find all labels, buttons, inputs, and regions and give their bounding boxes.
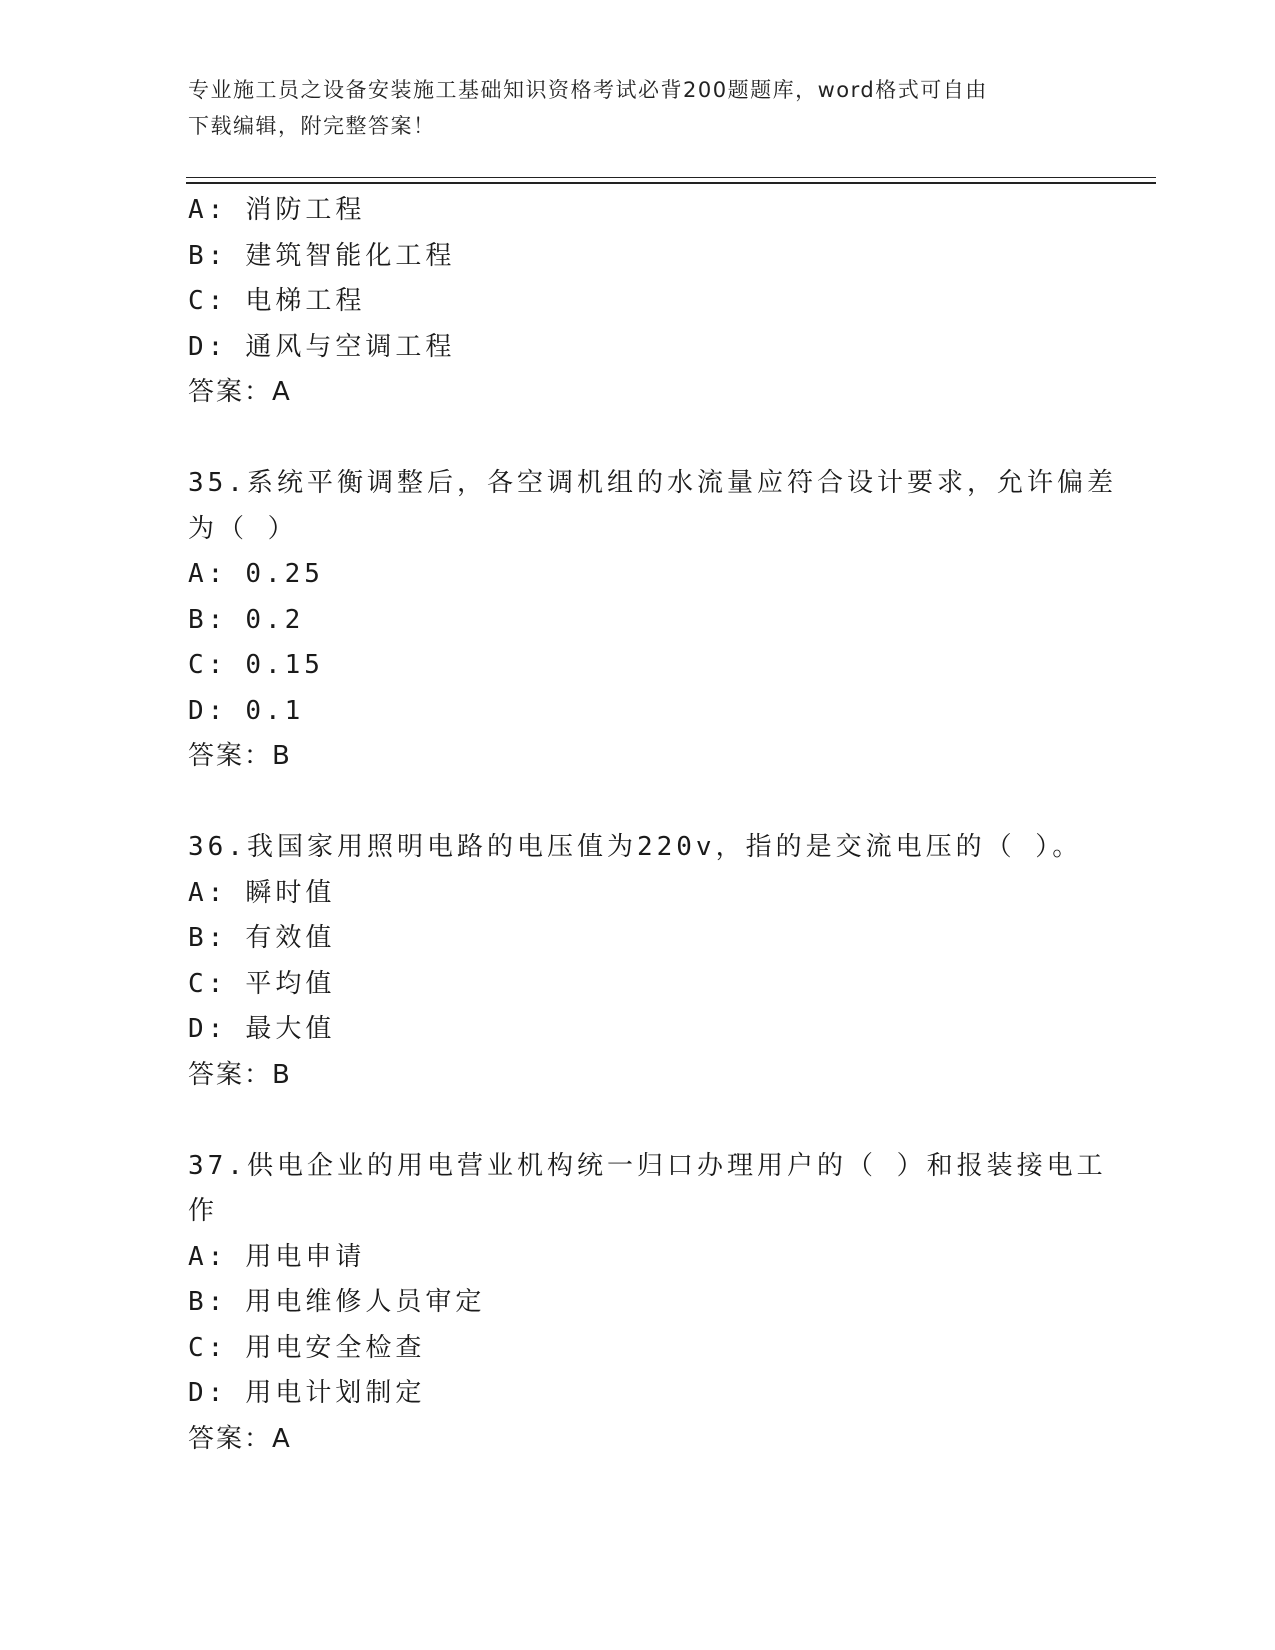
option-d: D: 用电计划制定 [188,1378,426,1408]
option-a: A: 瞬时值 [188,877,336,908]
header-line-2: 下载编辑，附完整答案！ [188,114,436,138]
answer-line: 答案：A [188,1423,292,1454]
header-divider-thick [186,182,1156,184]
answer-value: B [272,1059,292,1090]
question-list [188,188,1117,1462]
answer-line: 答案：B [188,741,292,771]
question-text: 36.我国家用照明电路的电压值为220v，指的是交流电压的（ ）。 [188,832,1083,862]
option-b: B: 有效值 [188,923,336,953]
option-d: D: 0.1 [188,695,305,726]
option-b: B: 建筑智能化工程 [188,240,456,271]
option-a: A: 用电申请 [188,1241,366,1272]
document-header [188,72,1068,144]
option-c: C: 电梯工程 [188,286,366,316]
answer-value: B [272,741,292,771]
question-block-36 [188,825,1088,1098]
header-line-1: 专业施工员之设备安装施工基础知识资格考试必背200题题库，word格式可自由 [188,78,988,102]
option-a: A: 消防工程 [188,195,366,225]
option-b: B: 0.2 [188,604,305,635]
option-c: C: 0.15 [188,650,324,680]
option-d: D: 通风与空调工程 [188,331,456,362]
question-block-37 [188,1144,1107,1463]
question-block-34 [188,188,1088,416]
option-c: C: 用电安全检查 [188,1332,426,1363]
option-a: A: 0.25 [188,559,324,589]
answer-value: A [272,1423,292,1454]
question-text: 37.供电企业的用电营业机构统一归口办理用户的（ ）和报装接电工 [188,1150,1107,1181]
answer-value: A [272,377,292,407]
question-text: 35.系统平衡调整后，各空调机组的水流量应符合设计要求，允许偏差 [188,468,1117,498]
option-b: B: 用电维修人员审定 [188,1287,486,1317]
option-c: C: 平均值 [188,968,336,999]
answer-line: 答案：B [188,1059,292,1090]
header-divider-thin [186,177,1156,178]
question-block-35 [188,461,1117,780]
answer-line: 答案：A [188,377,292,407]
question-text-cont: 为（ ） [188,513,298,544]
question-text-cont: 作 [188,1196,219,1226]
option-d: D: 最大值 [188,1014,336,1044]
